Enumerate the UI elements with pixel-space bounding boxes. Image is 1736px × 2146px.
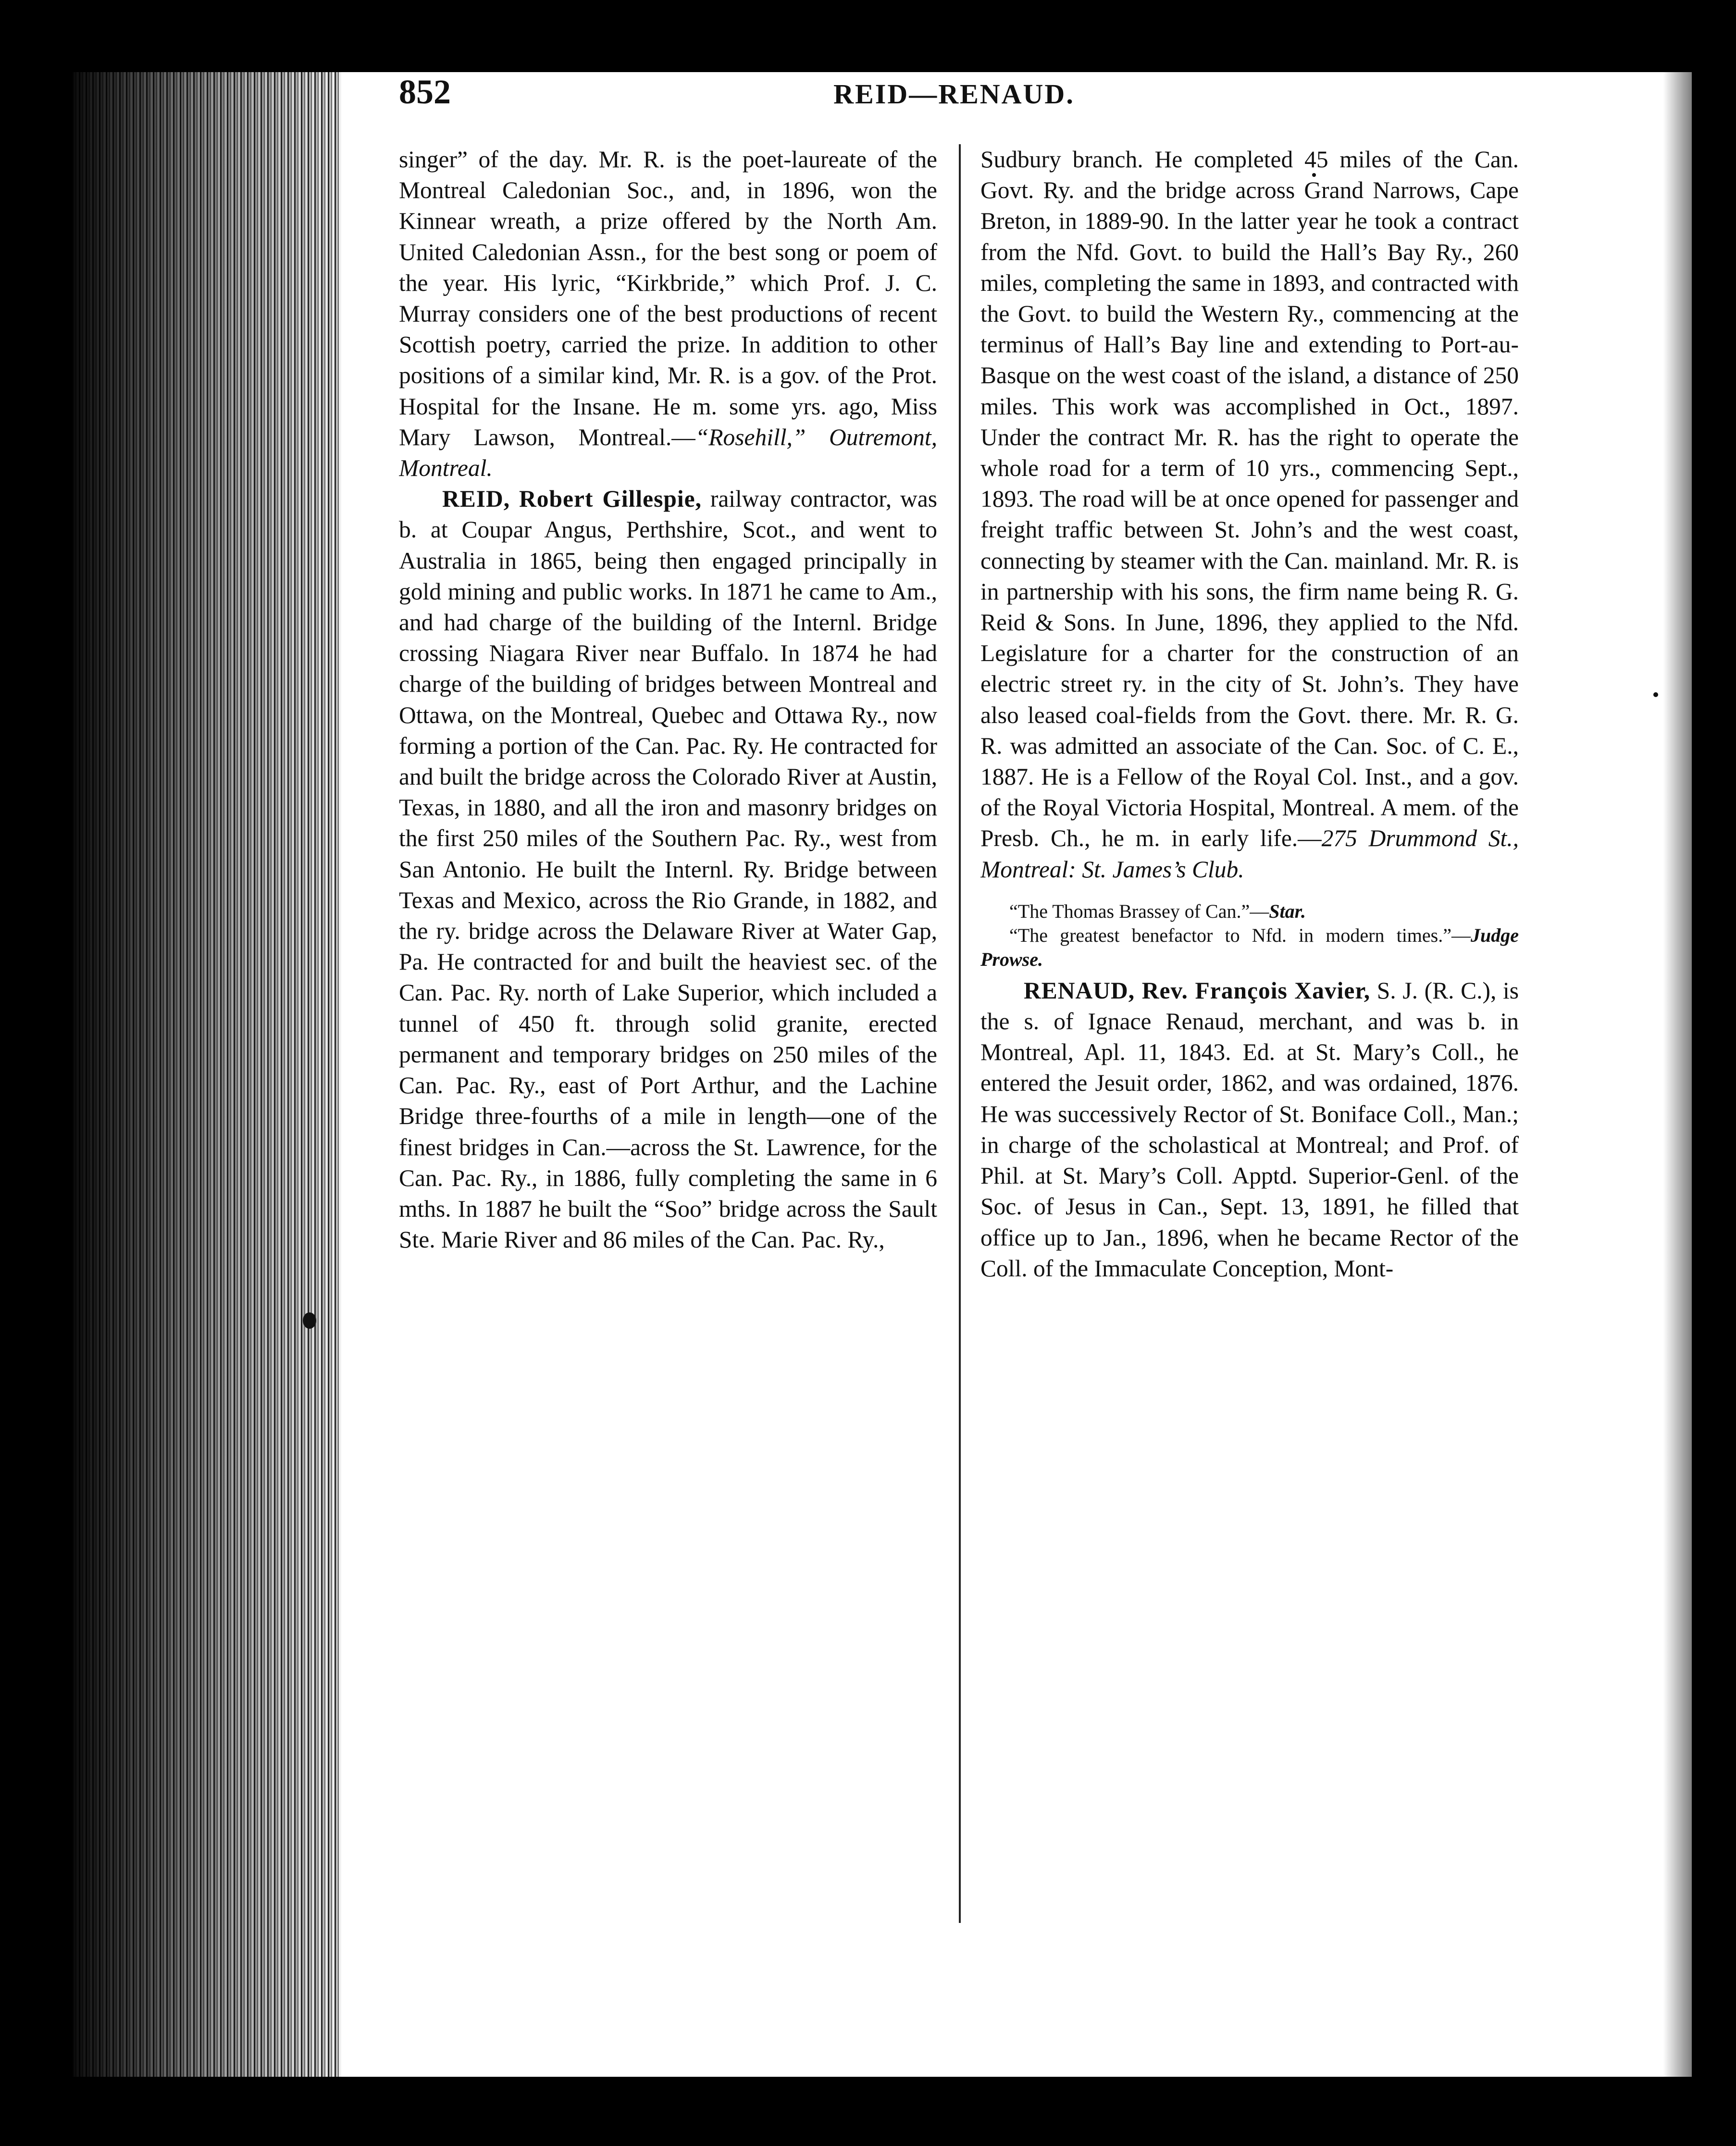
page-number: 852	[399, 73, 451, 111]
entry-heading: REID, Robert Gillespie,	[442, 486, 702, 512]
entry-reid-robert-gillespie	[399, 484, 937, 1255]
paragraph-text: singer” of the day. Mr. R. is the poet-laureate of the Montreal Caledonian Soc., and, in 1896, won the Kinnear wreath, a prize offered by the North Am. United Caledonian Assn., for the best song or poem of the year. His lyric, “Kirkbride,” which Prof. J. C. Murray considers one of the best productions of recent Scottish poetry, carried the prize. In addition to other positions of a similar kind, Mr. R. is a gov. of the Prot. Hospital for the Insane. He m. some yrs. ago, Miss Mary Lawson, Montreal.—	[399, 146, 937, 450]
ink-speck	[1653, 692, 1658, 697]
entry-heading: RENAUD, Rev. François Xavier,	[1024, 977, 1371, 1004]
binding-gutter-shadow	[72, 72, 341, 2077]
page-header	[399, 72, 1509, 130]
right-column	[980, 144, 1519, 1961]
column-rule	[959, 144, 961, 1923]
page-edge-shadow	[1663, 72, 1692, 2077]
quotation	[980, 923, 1519, 972]
continued-paragraph	[980, 144, 1519, 885]
address: “Rosehill,” Outremont, Montreal.	[399, 424, 937, 482]
running-head: REID—RENAUD.	[833, 78, 1075, 110]
entry-text: S. J. (R. C.), is the s. of Ignace Renaud, merchant, and was b. in Montreal, Apl. 11, 1843. Ed. at St. Mary’s Coll., he entered the Jesuit order, 1862, and was ordained, 1876. He was successively Rector of St. Boniface Coll., Man.; in charge of the scholastical at Montreal; and Prof. of Phil. at St. Mary’s Coll. Apptd. Superior-Genl. of the Soc. of Jesus in Can., Sept. 13, 1891, he filled that office up to Jan., 1896, when he became Rector of the Coll. of the Immaculate Conception, Mont-	[980, 977, 1519, 1282]
quote-text: “The Thomas Brassey of Can.”—	[1009, 900, 1269, 922]
address: 275 Drummond St., Montreal: St. James’s Club.	[980, 825, 1519, 883]
text-columns	[399, 144, 1524, 1961]
quote-source: Star.	[1269, 900, 1306, 922]
entry-text: railway contractor, was b. at Coupar Angus, Perthshire, Scot., and went to Australia in 1865, being then engaged principally in gold mining and public works. In 1871 he came to Am., and had charge of the building of the Internl. Bridge crossing Niagara River near Buffalo. In 1874 he had charge of the building of bridges between Montreal and Ottawa, on the Montreal, Quebec and Ottawa Ry., now forming a portion of the Can. Pac. Ry. He contracted for and built the bridge across the Colorado River at Austin, Texas, in 1880, and all the iron and masonry bridges on the first 250 miles of the Southern Pac. Ry., west from San Antonio. He built the Internl. Ry. Bridge between Texas and Mexico, across the Rio Grande, in 1882, and the ry. bridge across the Delaware River at Water Gap, Pa. He contracted for and built the heaviest sec. of the Can. Pac. Ry. north of Lake Superior, which included a tunnel of 450 ft. through solid granite, erected permanent and temporary bridges on 250 miles of the Can. Pac. Ry., east of Port Arthur, and the Lachine Bridge three-fourths of a mile in length—one of the finest bridges in Can.—across the St. Lawrence, for the Can. Pac. Ry., in 1886, fully completing the same in 6 mths. In 1887 he built the “Soo” bridge across the Sault Ste. Marie River and 86 miles of the Can. Pac. Ry.,	[399, 486, 937, 1253]
left-column	[399, 144, 937, 1961]
continued-paragraph	[399, 144, 937, 484]
quote-text: “The greatest benefactor to Nfd. in modern times.”—	[1009, 924, 1471, 946]
quote-source: Judge Prowse.	[980, 924, 1519, 970]
paragraph-text: Sudbury branch. He completed 45 miles of the Can. Govt. Ry. and the bridge across Grand Narrows, Cape Breton, in 1889-90. In the latter year he took a contract from the Nfd. Govt. to build the Hall’s Bay Ry., 260 miles, completing the same in 1893, and contracted with the Govt. to build the Western Ry., commencing at the terminus of Hall’s Bay line and extending to Port-au-Basque on the west coast of the island, a distance of 250 miles. This work was accomplished in Oct., 1897. Under the contract Mr. R. has the right to operate the whole road for a term of 10 yrs., commencing Sept., 1893. The road will be at once opened for passenger and freight traffic between St. John’s and the west coast, connecting by steamer with the Can. mainland. Mr. R. is in partnership with his sons, the firm name being R. G. Reid & Sons. In June, 1896, they applied to the Nfd. Legislature for a charter for the construction of an electric street ry. in the city of St. John’s. They have also leased coal-fields from the Govt. there. Mr. R. G. R. was admitted an associate of the Can. Soc. of C. E., 1887. He is a Fellow of the Royal Col. Inst., and a gov. of the Royal Victoria Hospital, Montreal. A mem. of the Presb. Ch., he m. in early life.—	[980, 146, 1519, 852]
ink-blot	[303, 1312, 316, 1329]
entry-renaud-francois-xavier	[980, 975, 1519, 1284]
quotation	[980, 899, 1519, 923]
